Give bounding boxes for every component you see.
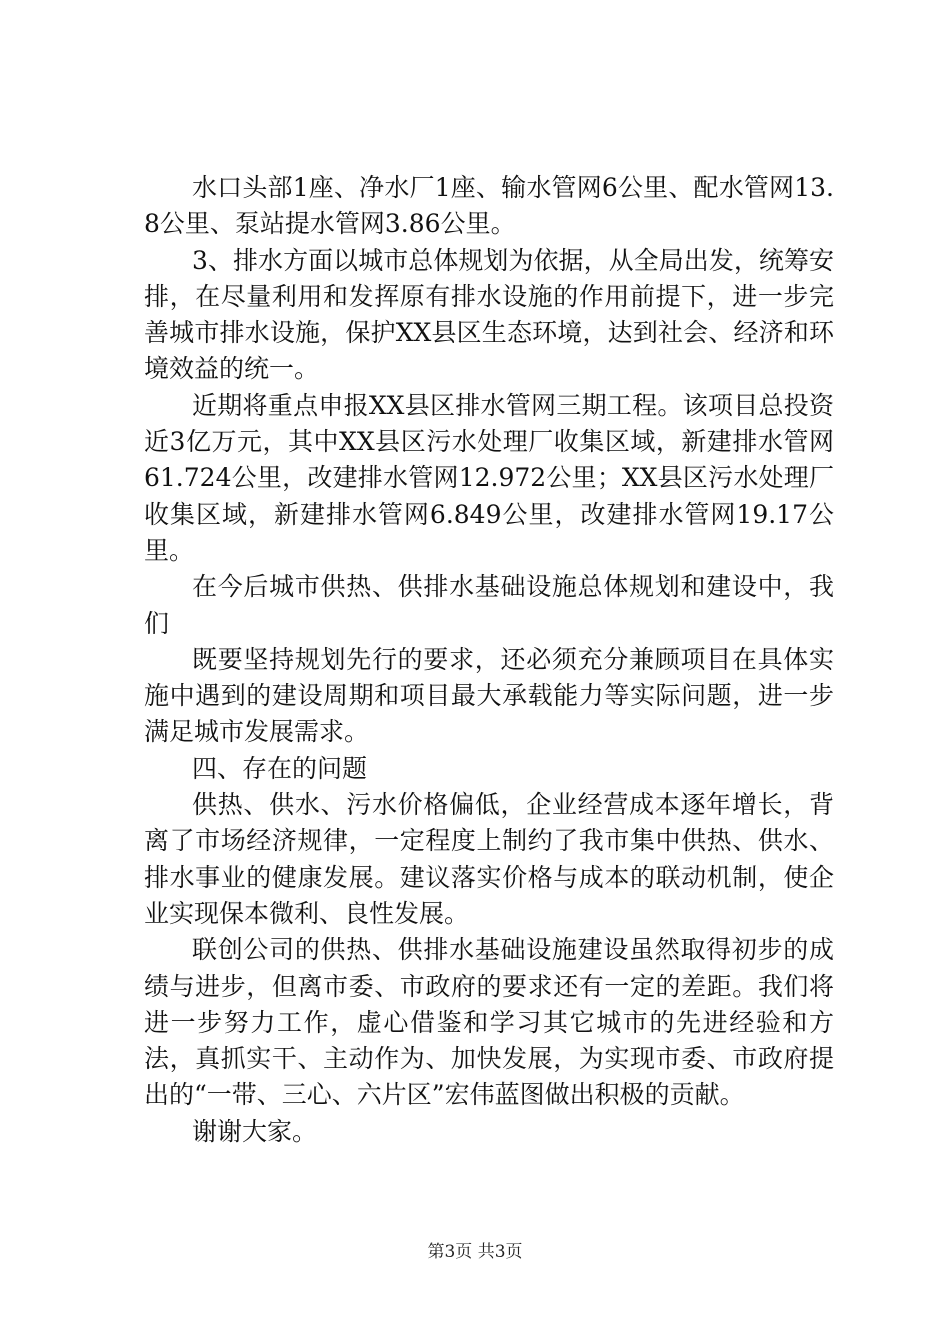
- paragraph-future-planning: 既要坚持规划先行的要求，还必须充分兼顾项目在具体实施中遇到的建设周期和项目最大承载能力等实际问题，进一步满足城市发展需求。: [144, 644, 834, 747]
- paragraph-closing-thanks: 谢谢大家。: [192, 1116, 318, 1146]
- paragraph-pricing-issue: 供热、供水、污水价格偏低，企业经营成本逐年增长，背离了市场经济规律，一定程度上制约了我市集中供热、供水、排水事业的健康发展。建议落实价格与成本的联动机制，使企业实现保本微利、良性发展。: [144, 790, 834, 928]
- section-heading-problems: 四、存在的问题: [192, 753, 368, 783]
- paragraph-company-outlook: 联创公司的供热、供排水基础设施建设虽然取得初步的成绩与进步，但离市委、市政府的要求还有一定的差距。我们将进一步努力工作，虚心借鉴和学习其它城市的先进经验和方法，真抓实干、主动作为、加快发展，为实现市委、市政府提出的“一带、三心、六片区”宏伟蓝图做出积极的贡献。: [144, 935, 834, 1110]
- paragraph-future-planning-lead: 在今后城市供热、供排水基础设施总体规划和建设中，我们: [144, 572, 834, 638]
- document-body: [144, 170, 834, 1150]
- paragraph-drainage-project: 近期将重点申报XX县区排水管网三期工程。该项目总投资近3亿万元，其中XX县区污水处理厂收集区域，新建排水管网61.724公里，改建排水管网12.972公里；XX县区污水处理厂收集区域，新建排水管网6.849公里，改建排水管网19.17公里。: [144, 390, 834, 565]
- paragraph-drainage-plan: 3、排水方面以城市总体规划为依据，从全局出发，统筹安排，在尽量利用和发挥原有排水设施的作用前提下，进一步完善城市排水设施，保护XX县区生态环境，达到社会、经济和环境效益的统一。: [144, 245, 834, 384]
- paragraph-water-supply-summary: 水口头部1座、净水厂1座、输水管网6公里、配水管网13.8公里、泵站提水管网3.86公里。: [144, 173, 834, 239]
- page-footer: 第3页 共3页: [427, 1242, 523, 1262]
